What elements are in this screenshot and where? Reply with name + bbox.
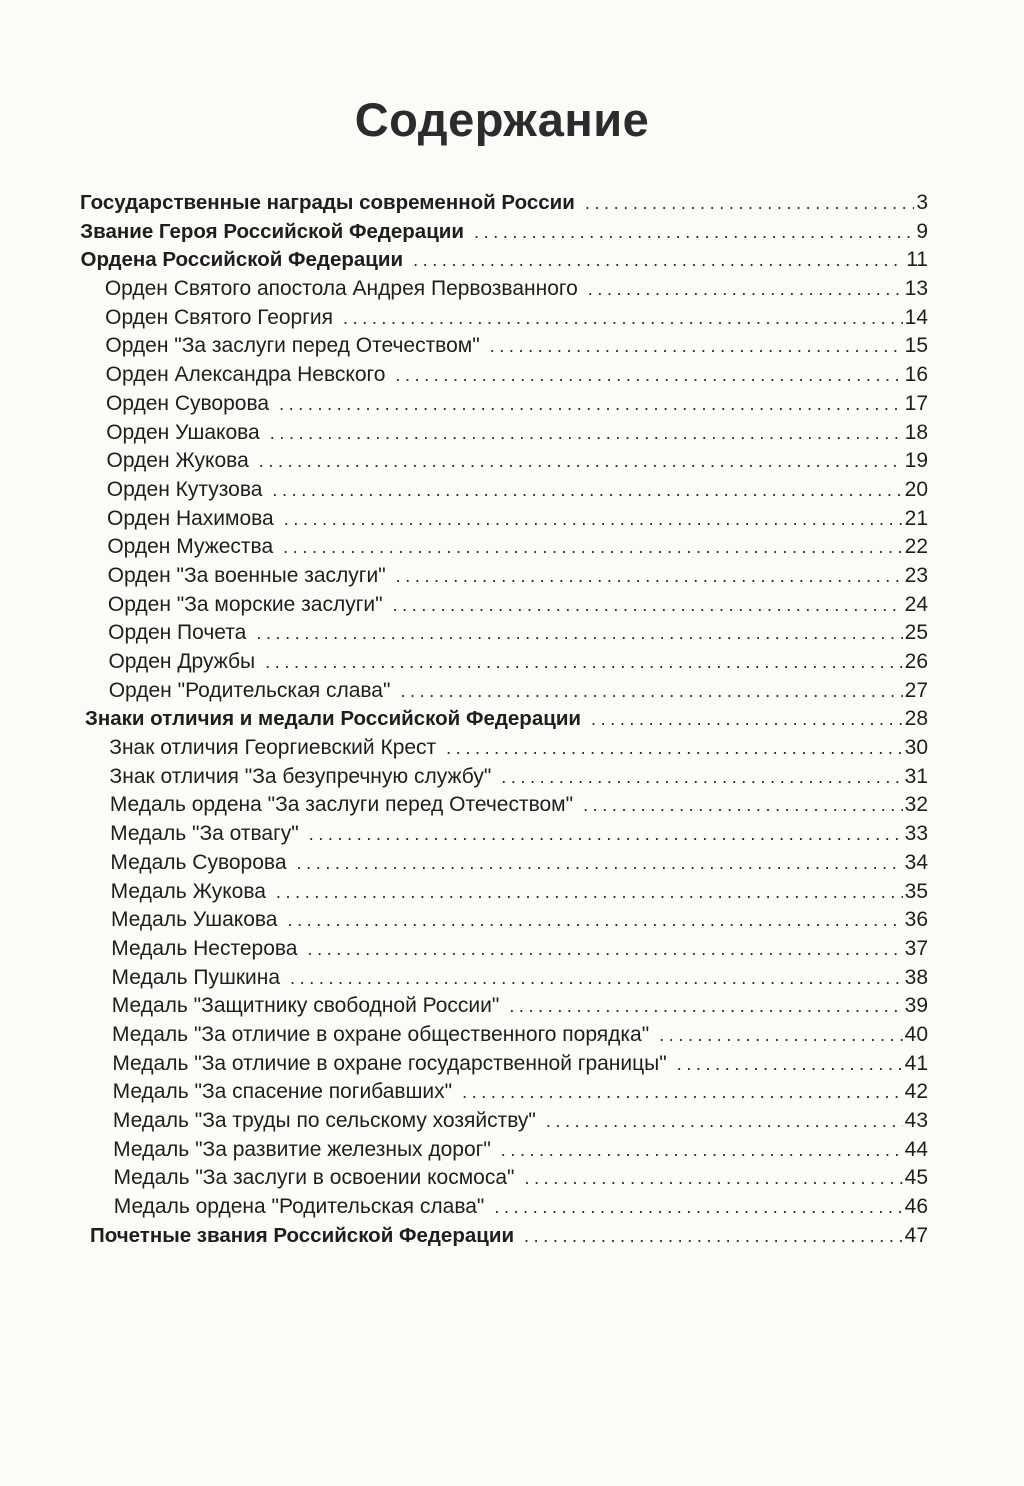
toc-page-number: 17 <box>904 391 928 415</box>
toc-page-number: 44 <box>904 1137 928 1161</box>
toc-entry-label: Орден "За военные заслуги" <box>107 563 386 587</box>
toc-subentry <box>0 791 1024 820</box>
toc-dot-leader <box>395 361 902 389</box>
toc-page-number: 42 <box>904 1080 928 1104</box>
toc-page-number: 39 <box>904 994 928 1018</box>
toc-dot-leader <box>591 705 903 733</box>
toc-entry-label: Знак отличия "За безупречную службу" <box>109 764 492 788</box>
toc-entry-label: Медаль "За отличие в охране общественного порядка" <box>112 1022 650 1046</box>
toc-page-number: 47 <box>904 1223 928 1247</box>
toc-page-number: 28 <box>904 707 928 731</box>
toc-page-number: 31 <box>904 764 928 788</box>
toc-page-number: 26 <box>904 650 928 673</box>
toc-entry-label: Ордена Российской Федерации <box>80 248 404 272</box>
toc-section-entry <box>0 705 1024 734</box>
toc-subentry <box>0 361 1024 390</box>
toc-subentry <box>0 964 1024 993</box>
toc-subentry <box>0 763 1024 792</box>
toc-page-number: 33 <box>904 822 928 846</box>
toc-subentry <box>0 734 1024 763</box>
toc-subentry <box>0 476 1024 505</box>
toc-entry-label: Медаль ордена "Родительская слава" <box>113 1195 485 1219</box>
toc-page-number: 45 <box>904 1166 928 1190</box>
toc-page-number: 20 <box>904 477 928 501</box>
toc-entry-label: Орден "За морские заслуги" <box>107 592 383 616</box>
toc-entry-label: Орден Нахимова <box>107 506 274 530</box>
toc-dot-leader <box>265 648 903 676</box>
toc-entry-label: Медаль "За спасение погибавших" <box>112 1080 453 1104</box>
toc-subentry <box>0 878 1024 907</box>
toc-page-number: 16 <box>904 363 928 387</box>
toc-section-entry <box>0 189 1024 218</box>
toc-entry-label: Орден Мужества <box>107 535 274 559</box>
toc-entry-label: Знаки отличия и медали Российской Федерации <box>85 707 582 731</box>
toc-entry-label: Орден Почета <box>108 621 247 645</box>
toc-subentry <box>0 1193 1024 1222</box>
toc-page-number: 35 <box>904 879 928 903</box>
toc-page-number: 46 <box>904 1195 928 1219</box>
toc-entry-label: Медаль "За отличие в охране государственной границы" <box>112 1051 667 1075</box>
toc-dot-leader <box>524 1164 902 1192</box>
toc-dot-leader <box>308 935 903 963</box>
toc-dot-leader <box>283 533 903 561</box>
toc-subentry <box>0 591 1024 620</box>
toc-dot-leader <box>462 1078 903 1106</box>
toc-dot-leader <box>393 591 903 619</box>
toc-entry-label: Медаль Ушакова <box>110 908 278 932</box>
toc-page-number: 43 <box>904 1109 928 1132</box>
toc-dot-leader <box>474 218 914 246</box>
toc-dot-leader <box>494 1193 902 1221</box>
toc-dot-leader <box>413 246 904 274</box>
toc-dot-leader <box>256 619 902 647</box>
toc-dot-leader <box>501 1136 903 1164</box>
toc-dot-leader <box>297 849 903 877</box>
toc-page-number: 11 <box>906 248 928 272</box>
toc-page-number: 25 <box>904 621 928 645</box>
toc-entry-label: Государственные награды современной России <box>80 191 575 214</box>
table-of-contents <box>0 189 1024 1250</box>
toc-page-number: 37 <box>904 936 928 960</box>
toc-subentry <box>0 1164 1024 1193</box>
toc-subentry <box>0 1021 1024 1050</box>
toc-entry-label: Медаль Пушкина <box>111 965 281 989</box>
toc-subentry <box>0 648 1024 677</box>
toc-page-number: 21 <box>904 506 928 530</box>
toc-subentry <box>0 849 1024 878</box>
toc-page-number: 14 <box>904 305 928 329</box>
toc-page-number: 15 <box>904 334 928 358</box>
toc-page-number: 38 <box>904 965 928 989</box>
toc-subentry <box>0 275 1024 304</box>
toc-subentry <box>0 820 1024 849</box>
toc-entry-label: Орден Кутузова <box>106 477 263 501</box>
toc-entry-label: Медаль "Защитнику свободной России" <box>111 994 500 1018</box>
toc-entry-label: Медаль Нестерова <box>111 936 298 960</box>
toc-dot-leader <box>396 562 903 590</box>
toc-dot-leader <box>270 419 903 447</box>
toc-entry-label: Медаль Суворова <box>110 850 287 874</box>
toc-subentry <box>0 677 1024 706</box>
toc-entry-label: Орден Дружбы <box>108 650 256 673</box>
toc-entry-label: Медаль "За отвагу" <box>110 822 299 846</box>
toc-entry-label: Медаль ордена "За заслуги перед Отечеством" <box>109 793 574 817</box>
toc-dot-leader <box>400 677 902 705</box>
toc-entry-label: Орден "За заслуги перед Отечеством" <box>105 334 480 358</box>
toc-subentry <box>0 533 1024 562</box>
toc-page-number: 24 <box>904 592 928 616</box>
toc-page-number: 23 <box>904 563 928 587</box>
toc-subentry <box>0 992 1024 1021</box>
toc-entry-label: Медаль "За развитие железных дорог" <box>113 1137 491 1161</box>
toc-entry-label: Орден Суворова <box>105 391 270 415</box>
toc-dot-leader <box>490 332 903 360</box>
toc-subentry <box>0 419 1024 448</box>
toc-page-number: 34 <box>904 850 928 874</box>
toc-subentry <box>0 1136 1024 1165</box>
toc-subentry <box>0 332 1024 361</box>
toc-dot-leader <box>259 447 903 475</box>
toc-entry-label: Медаль Жукова <box>110 879 266 903</box>
toc-entry-label: Орден "Родительская слава" <box>108 678 391 702</box>
toc-page-number: 40 <box>904 1022 928 1046</box>
toc-section-entry <box>0 218 1024 247</box>
toc-subentry <box>0 1050 1024 1079</box>
toc-dot-leader <box>546 1107 903 1135</box>
toc-dot-leader <box>509 992 902 1020</box>
toc-subentry <box>0 562 1024 591</box>
toc-dot-leader <box>585 189 914 217</box>
toc-section-entry <box>0 246 1024 275</box>
toc-subentry <box>0 906 1024 935</box>
toc-page-number: 13 <box>904 277 928 301</box>
toc-entry-label: Орден Ушакова <box>106 420 260 444</box>
toc-dot-leader <box>583 791 903 819</box>
toc-dot-leader <box>287 906 902 934</box>
toc-dot-leader <box>588 275 903 303</box>
toc-page-number: 41 <box>904 1051 928 1075</box>
toc-entry-label: Почетные звания Российской Федерации <box>90 1223 515 1247</box>
toc-subentry <box>0 1107 1024 1136</box>
toc-dot-leader <box>446 734 902 762</box>
toc-page-number: 30 <box>904 736 928 760</box>
toc-entry-label: Орден Святого апостола Андрея Первозванного <box>104 277 578 301</box>
toc-subentry <box>0 447 1024 476</box>
toc-dot-leader <box>659 1021 902 1049</box>
toc-entry-label: Орден Александра Невского <box>105 363 386 387</box>
toc-subentry <box>0 390 1024 419</box>
toc-page-number: 36 <box>904 908 928 932</box>
toc-page-number: 27 <box>904 678 928 702</box>
toc-entry-label: Орден Жукова <box>106 449 249 473</box>
toc-entry-label: Медаль "За труды по сельскому хозяйству" <box>112 1109 536 1132</box>
toc-page-number: 3 <box>916 191 928 214</box>
toc-dot-leader <box>677 1050 903 1078</box>
toc-subentry <box>0 1078 1024 1107</box>
toc-dot-leader <box>309 820 903 848</box>
toc-dot-leader <box>501 763 902 791</box>
toc-dot-leader <box>279 390 903 418</box>
toc-dot-leader <box>276 878 903 906</box>
toc-subentry <box>0 619 1024 648</box>
toc-page-number: 9 <box>916 219 928 243</box>
toc-page-number: 22 <box>904 535 928 559</box>
toc-page-number: 32 <box>904 793 928 817</box>
toc-entry-label: Орден Святого Георгия <box>105 305 334 329</box>
toc-subentry <box>0 505 1024 534</box>
toc-dot-leader <box>272 476 902 504</box>
toc-dot-leader <box>290 964 903 992</box>
toc-subentry <box>0 935 1024 964</box>
toc-section-entry <box>0 1222 1024 1251</box>
toc-page-number: 18 <box>904 420 928 444</box>
toc-dot-leader <box>284 505 903 533</box>
page-title: Содержание <box>354 93 650 146</box>
toc-dot-leader <box>524 1222 903 1250</box>
toc-entry-label: Знак отличия Георгиевский Крест <box>109 736 437 760</box>
toc-page-number: 19 <box>904 449 928 473</box>
toc-dot-leader <box>343 304 903 332</box>
toc-entry-label: Медаль "За заслуги в освоении космоса" <box>113 1166 515 1190</box>
toc-entry-label: Звание Героя Российской Федерации <box>80 219 465 243</box>
toc-subentry <box>0 304 1024 333</box>
